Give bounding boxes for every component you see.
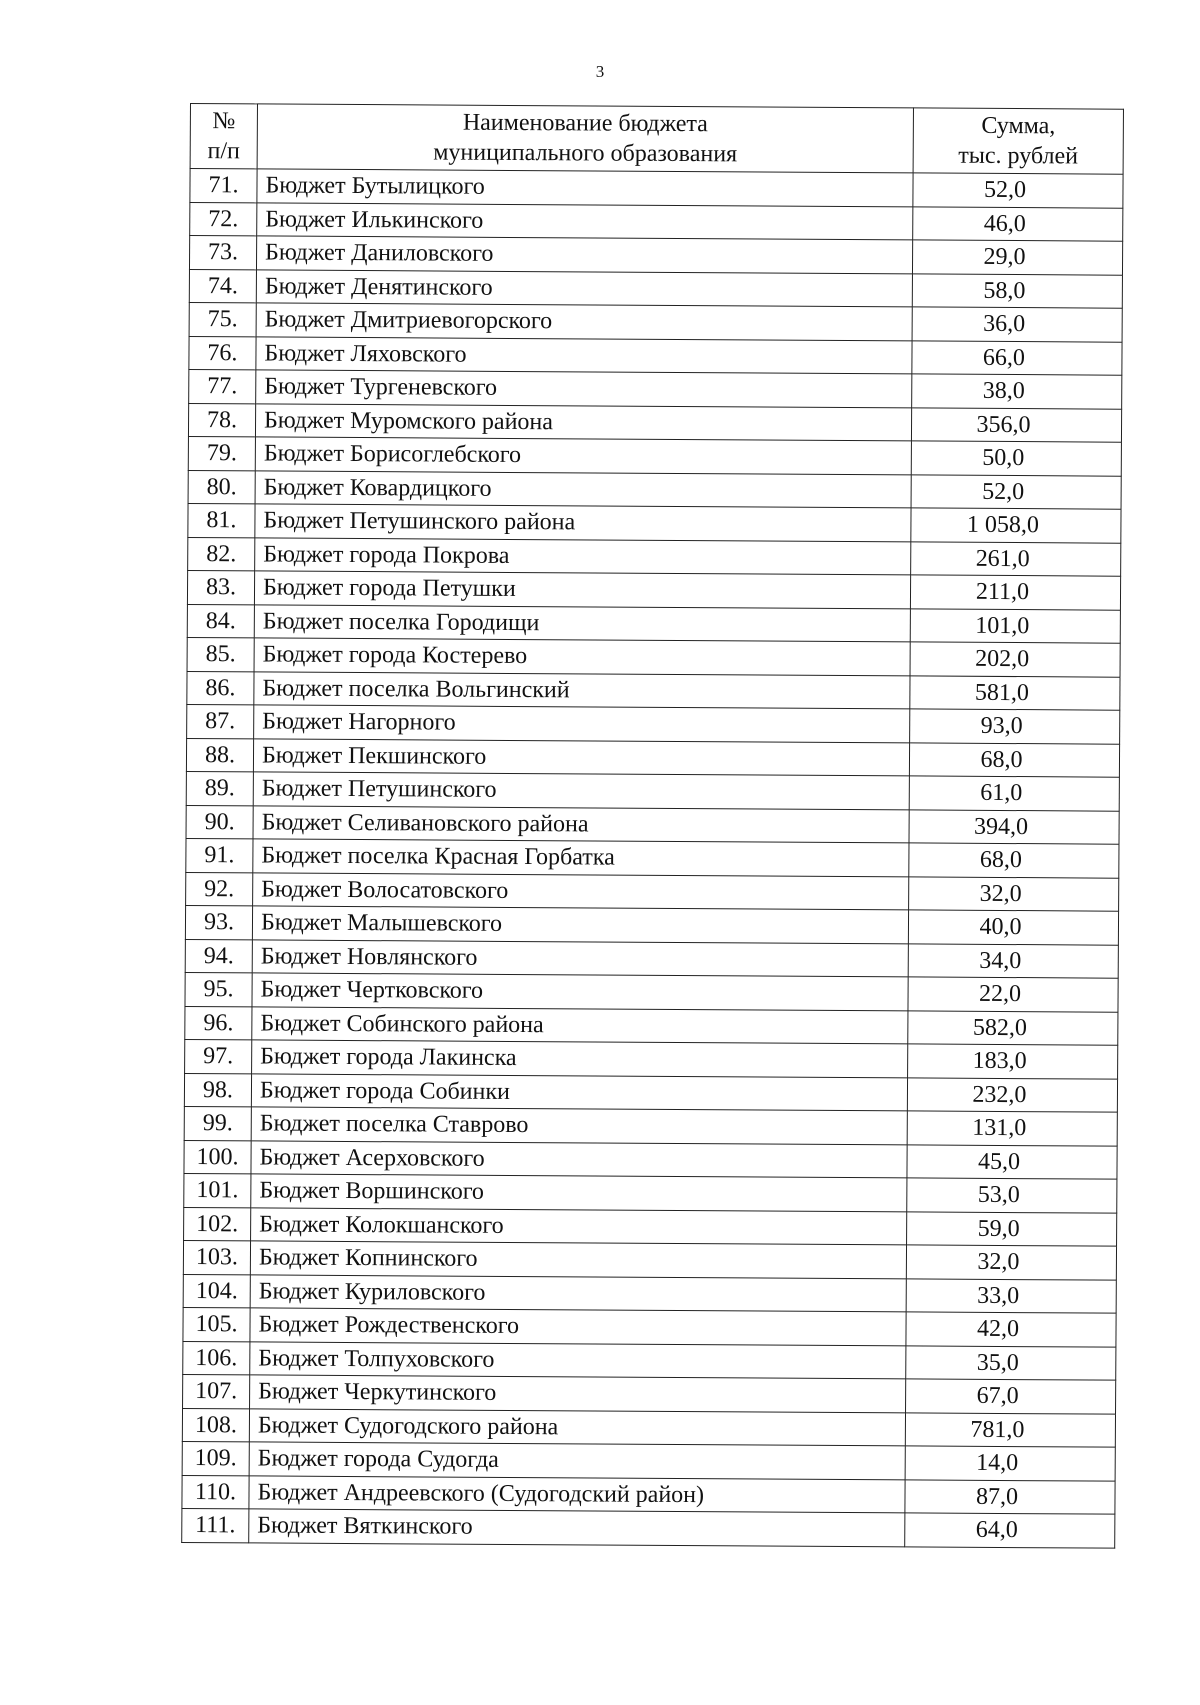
budget-name: Бюджет Борисоглебского xyxy=(255,437,911,475)
table-row xyxy=(187,704,1120,743)
budget-sum: 58,0 xyxy=(912,273,1122,308)
budget-sum: 33,0 xyxy=(906,1278,1116,1313)
budget-sum: 52,0 xyxy=(913,173,1123,208)
table-row xyxy=(187,570,1120,609)
row-number: 103. xyxy=(183,1240,250,1274)
budget-name: Бюджет поселка Городищи xyxy=(254,604,910,642)
budget-name: Бюджет поселка Ставрово xyxy=(251,1107,907,1145)
budget-sum: 68,0 xyxy=(909,742,1119,777)
table-row xyxy=(183,1374,1116,1413)
table-row xyxy=(185,1039,1118,1078)
row-number: 98. xyxy=(184,1073,251,1107)
budget-sum: 46,0 xyxy=(913,206,1123,241)
budget-sum: 202,0 xyxy=(910,642,1120,677)
row-number: 74. xyxy=(189,269,256,303)
table-row xyxy=(189,336,1122,375)
budget-name: Бюджет Собинского района xyxy=(252,1006,908,1044)
table-row xyxy=(184,1073,1117,1112)
table-row xyxy=(186,872,1119,911)
budget-name: Бюджет Воршинского xyxy=(251,1174,907,1212)
table-row xyxy=(186,805,1119,844)
row-number: 82. xyxy=(188,537,255,571)
table-row xyxy=(188,436,1121,475)
budget-sum: 32,0 xyxy=(906,1245,1116,1280)
header-number xyxy=(190,104,257,169)
header-sum-line-2: тыс. рублей xyxy=(958,142,1079,170)
table-row xyxy=(184,1106,1117,1145)
table-row xyxy=(188,470,1121,509)
table-row xyxy=(185,972,1118,1011)
table-row xyxy=(190,169,1123,208)
row-number: 102. xyxy=(184,1207,251,1241)
header-number-line-2: п/п xyxy=(207,138,240,165)
table-row xyxy=(188,537,1121,576)
table-row xyxy=(182,1475,1115,1514)
header-sum-line-1: Сумма, xyxy=(981,112,1056,140)
budget-sum: 40,0 xyxy=(908,910,1118,945)
budget-name: Бюджет Ковардицкого xyxy=(255,470,911,508)
table-row xyxy=(184,1207,1117,1246)
row-number: 90. xyxy=(186,805,253,839)
row-number: 105. xyxy=(183,1307,250,1341)
table-row xyxy=(185,1006,1118,1045)
table-row xyxy=(183,1274,1116,1313)
table-body xyxy=(182,169,1123,1548)
table-row xyxy=(186,771,1119,810)
row-number: 99. xyxy=(184,1106,251,1140)
budget-name: Бюджет города Собинки xyxy=(251,1073,907,1111)
table-row xyxy=(189,302,1122,341)
budget-name: Бюджет Новлянского xyxy=(252,939,908,977)
table-row xyxy=(187,604,1120,643)
row-number: 106. xyxy=(183,1341,250,1375)
budget-name: Бюджет Андреевского (Судогодский район) xyxy=(249,1475,905,1513)
budget-sum: 61,0 xyxy=(909,776,1119,811)
budget-sum: 29,0 xyxy=(912,240,1122,275)
row-number: 86. xyxy=(187,671,254,705)
budget-name: Бюджет Тургеневского xyxy=(256,370,912,408)
budget-sum: 59,0 xyxy=(907,1211,1117,1246)
row-number: 111. xyxy=(182,1508,249,1542)
row-number: 73. xyxy=(189,236,256,270)
budget-name: Бюджет города Петушки xyxy=(254,571,910,609)
row-number: 71. xyxy=(190,169,257,203)
row-number: 83. xyxy=(187,570,254,604)
budget-sum: 36,0 xyxy=(912,307,1122,342)
budget-name: Бюджет Дмитриевогорского xyxy=(256,303,912,341)
row-number: 80. xyxy=(188,470,255,504)
row-number: 76. xyxy=(189,336,256,370)
budget-sum: 67,0 xyxy=(906,1379,1116,1414)
row-number: 96. xyxy=(185,1006,252,1040)
budget-name: Бюджет Куриловского xyxy=(250,1274,906,1312)
budget-sum: 50,0 xyxy=(911,441,1121,476)
table-row xyxy=(189,369,1122,408)
row-number: 104. xyxy=(183,1274,250,1308)
budget-name: Бюджет Петушинского района xyxy=(255,504,911,542)
header-budget-name xyxy=(257,104,913,173)
budget-sum: 582,0 xyxy=(908,1010,1118,1045)
budget-name: Бюджет Чертковского xyxy=(252,973,908,1011)
budget-table xyxy=(181,103,1124,1548)
table-row xyxy=(182,1408,1115,1447)
row-number: 89. xyxy=(186,771,253,805)
budget-sum: 232,0 xyxy=(907,1077,1117,1112)
row-number: 72. xyxy=(190,202,257,236)
row-number: 78. xyxy=(188,403,255,437)
page-number: 3 xyxy=(595,62,605,81)
table-row xyxy=(186,838,1119,877)
row-number: 100. xyxy=(184,1140,251,1174)
budget-sum: 261,0 xyxy=(911,541,1121,576)
budget-name: Бюджет Ляховского xyxy=(256,336,912,374)
row-number: 110. xyxy=(182,1475,249,1509)
budget-sum: 211,0 xyxy=(910,575,1120,610)
budget-name: Бюджет города Лакинска xyxy=(252,1040,908,1078)
budget-sum: 93,0 xyxy=(910,709,1120,744)
budget-name: Бюджет Колокшанского xyxy=(251,1207,907,1245)
row-number: 108. xyxy=(182,1408,249,1442)
budget-name: Бюджет Черкутинского xyxy=(250,1375,906,1413)
budget-name: Бюджет города Покрова xyxy=(255,537,911,575)
row-number: 84. xyxy=(187,604,254,638)
budget-sum: 101,0 xyxy=(910,608,1120,643)
table-row xyxy=(187,671,1120,710)
budget-sum: 53,0 xyxy=(907,1178,1117,1213)
budget-sum: 131,0 xyxy=(907,1111,1117,1146)
budget-name: Бюджет Бутылицкого xyxy=(257,169,913,207)
budget-name: Бюджет Толпуховского xyxy=(250,1341,906,1379)
row-number: 81. xyxy=(188,503,255,537)
budget-sum: 183,0 xyxy=(908,1044,1118,1079)
budget-name: Бюджет Волосатовского xyxy=(253,872,909,910)
budget-sum: 356,0 xyxy=(911,407,1121,442)
budget-name: Бюджет Денятинского xyxy=(256,269,912,307)
budget-sum: 52,0 xyxy=(911,474,1121,509)
row-number: 79. xyxy=(188,436,255,470)
budget-sum: 64,0 xyxy=(905,1513,1115,1548)
budget-sum: 42,0 xyxy=(906,1312,1116,1347)
budget-sum: 45,0 xyxy=(907,1144,1117,1179)
row-number: 75. xyxy=(189,302,256,336)
header-sum xyxy=(913,108,1123,174)
row-number: 87. xyxy=(187,704,254,738)
budget-sum: 581,0 xyxy=(910,675,1120,710)
table-row xyxy=(189,269,1122,308)
row-number: 101. xyxy=(184,1173,251,1207)
budget-sum: 14,0 xyxy=(905,1446,1115,1481)
budget-name: Бюджет города Судогда xyxy=(249,1442,905,1480)
budget-name: Бюджет Пекшинского xyxy=(253,738,909,776)
row-number: 88. xyxy=(186,738,253,772)
budget-name: Бюджет Даниловского xyxy=(256,236,912,274)
budget-name: Бюджет Копнинского xyxy=(250,1241,906,1279)
budget-name: Бюджет Петушинского xyxy=(253,772,909,810)
header-number-line-1: № xyxy=(212,108,236,135)
budget-name: Бюджет Селивановского района xyxy=(253,805,909,843)
table-row xyxy=(188,403,1121,442)
budget-name: Бюджет Судогодского района xyxy=(249,1408,905,1446)
budget-name: Бюджет Нагорного xyxy=(254,705,910,743)
table-row xyxy=(184,1173,1117,1212)
row-number: 77. xyxy=(189,369,256,403)
budget-sum: 66,0 xyxy=(912,340,1122,375)
table-row xyxy=(185,905,1118,944)
budget-sum: 68,0 xyxy=(909,843,1119,878)
row-number: 109. xyxy=(182,1441,249,1475)
row-number: 92. xyxy=(186,872,253,906)
table-row xyxy=(182,1508,1115,1547)
row-number: 85. xyxy=(187,637,254,671)
table-row xyxy=(185,939,1118,978)
table-row xyxy=(183,1307,1116,1346)
table-row xyxy=(183,1341,1116,1380)
row-number: 91. xyxy=(186,838,253,872)
row-number: 94. xyxy=(185,939,252,973)
budget-sum: 22,0 xyxy=(908,977,1118,1012)
budget-sum: 35,0 xyxy=(906,1345,1116,1380)
budget-sum: 34,0 xyxy=(908,943,1118,978)
table-row xyxy=(189,236,1122,275)
budget-name: Бюджет Вяткинского xyxy=(249,1509,905,1547)
row-number: 97. xyxy=(185,1039,252,1073)
header-budget-name-line-1: Наименование бюджета xyxy=(462,109,708,138)
table-header-row xyxy=(190,104,1123,175)
table-row xyxy=(187,637,1120,676)
budget-name: Бюджет поселка Красная Горбатка xyxy=(253,839,909,877)
budget-name: Бюджет Асерховского xyxy=(251,1140,907,1178)
table-row xyxy=(183,1240,1116,1279)
row-number: 107. xyxy=(183,1374,250,1408)
table-row xyxy=(188,503,1121,542)
table-row xyxy=(186,738,1119,777)
budget-sum: 1 058,0 xyxy=(911,508,1121,543)
table-row xyxy=(190,202,1123,241)
budget-name: Бюджет Малышевского xyxy=(252,906,908,944)
table-row xyxy=(184,1140,1117,1179)
table-row xyxy=(182,1441,1115,1480)
row-number: 95. xyxy=(185,972,252,1006)
budget-sum: 394,0 xyxy=(909,809,1119,844)
budget-name: Бюджет поселка Вольгинский xyxy=(254,671,910,709)
budget-sum: 781,0 xyxy=(905,1412,1115,1447)
budget-sum: 38,0 xyxy=(912,374,1122,409)
budget-sum: 87,0 xyxy=(905,1479,1115,1514)
budget-name: Бюджет города Костерево xyxy=(254,638,910,676)
budget-name: Бюджет Рождественского xyxy=(250,1308,906,1346)
header-budget-name-line-2: муниципального образования xyxy=(433,139,738,168)
budget-name: Бюджет Муромского района xyxy=(255,403,911,441)
budget-sum: 32,0 xyxy=(909,876,1119,911)
budget-name: Бюджет Илькинского xyxy=(257,202,913,240)
row-number: 93. xyxy=(185,905,252,939)
